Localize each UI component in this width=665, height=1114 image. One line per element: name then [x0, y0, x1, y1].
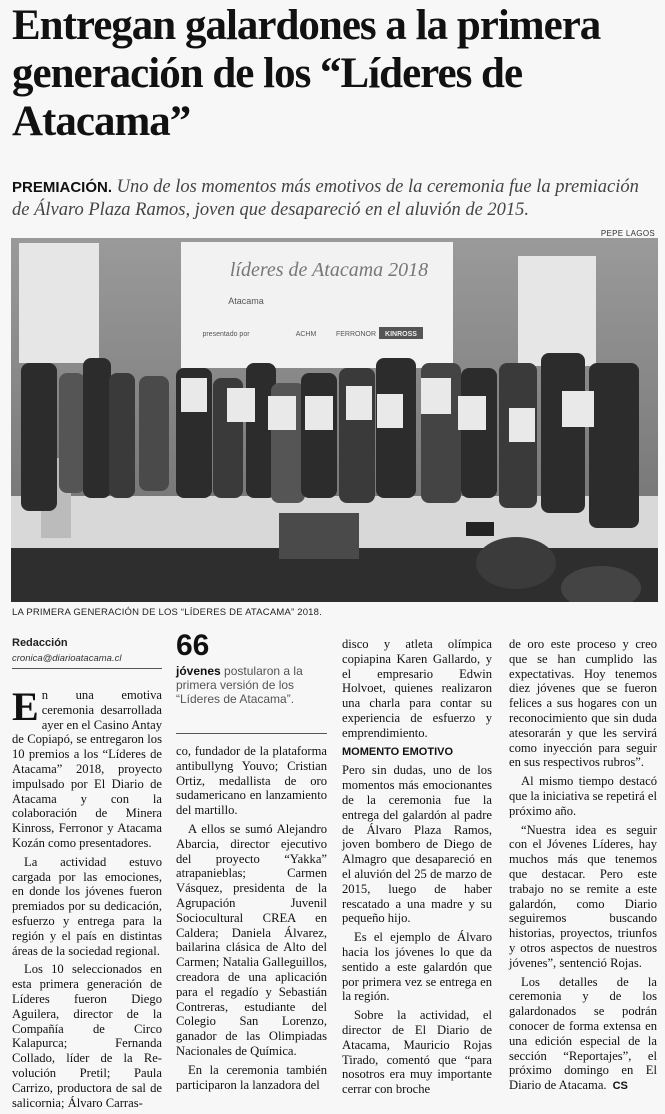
banner-left-logo: Atacama — [228, 296, 264, 306]
article-column-3 — [342, 637, 492, 1101]
paragraph: Sobre la actividad, el director de El Diario de Atacama, Mauricio Rojas Tirado, comentó que “para nosotros era muy importante cerrar con broche — [342, 1008, 492, 1097]
banner-presented: presentado por — [202, 331, 250, 338]
stat-bold: jóvenes — [176, 664, 221, 678]
paragraph: Al mismo tiempo destacó que la iniciativa se repetirá el próximo año. — [509, 774, 657, 818]
paragraph: disco y atleta olímpica copiapina Karen Gallardo, y el empresario Edwin Holvoet, quienes realizaron una charla para contar su experiencia de esfuerzo y emprendimiento. — [342, 637, 492, 740]
lede-text: Uno de los momentos más emotivos de la ceremonia fue la premiación de Álvaro Plaza Ramos, joven que desapareció en el aluvión de 2015. — [12, 177, 639, 220]
paragraph: “Nuestra idea es seguir con el Jóvenes Líderes, hay muchos más que tenemos que destacar. Pero este trabajo no se remite a este galardón, como Diario seguiremos buscando historias, proyectos, triunfos y otros aspectos de nuestros jóvenes”, sentenció Rojas. — [509, 822, 657, 970]
subhead: MOMENTO EMOTIVO — [342, 745, 454, 758]
sponsor-logo: KINROSS — [385, 331, 417, 338]
stat-text — [176, 664, 327, 706]
sponsor-logo: ACHM — [295, 331, 317, 338]
paragraph: Pero sin dudas, uno de los momentos más emocionantes de la ceremonia fue la entrega del galardón al padre de Álvaro Plaza Ramos, joven bombero de Diego de Almagro que desapareció en el aluvión del 25 de marzo de 2015, luego de haber rescatado a una madre y su pequeño hijo. — [342, 763, 492, 926]
drop-cap: E — [12, 684, 39, 729]
byline: Redacción — [12, 637, 68, 649]
paragraph: co, fundador de la plataforma antibullyng Youvo; Cristian Ortiz, medallista de oro sudamericano en lanzamiento del martillo. — [176, 744, 327, 818]
author-email[interactable]: cronica@diarioatacama.cl — [12, 653, 122, 664]
divider — [12, 668, 162, 669]
paragraph: La actividad estuvo cargada por las emociones, en donde los jóvenes fueron premiados por su dedicación, esfuerzo y entrega para la región y el país en distintas áreas de la sociedad regional. — [12, 854, 162, 958]
paragraph: Los detalles de la ceremonia y de los galardonados se podrán conocer de forma extensa en una edición especial de la sección “Reportajes”, el próximo domingo en El Diario de Atacama. CS — [509, 974, 657, 1093]
paragraph: En la ceremonia también participaron la lanzadora del — [176, 1062, 327, 1092]
paragraph: A ellos se sumó Alejandro Abarcia, director ejecutivo del proyecto “Yakka” atrapanieblas; Carmen Vásquez, presidenta de la Agrupación Juvenil Sociocultural CREA en Caldera; Daniela Álvarez, bailarina clásica de Alto del Carmen; Natalia Galleguillos, creadora de una aplicación para el regadío y Sebastián Contreras, estudiante del Colegio San Lorenzo, ganador de las Olimpiadas Nacionales de Química. — [176, 821, 327, 1058]
headline: Entregan galardones a la primera generación de los “Líderes de Atacama” — [12, 2, 601, 145]
sponsor-logo: FERRONOR — [335, 331, 377, 338]
article-column-1 — [12, 684, 162, 1114]
article-photo — [11, 238, 658, 602]
paragraph: Es el ejemplo de Álvaro hacia los jóvenes lo que da sentido a este galardón que por primera vez se entrega en la región. — [342, 930, 492, 1004]
banner-title: líderes de Atacama 2018 — [229, 259, 429, 281]
photo-caption: LA PRIMERA GENERACIÓN DE LOS “LÍDERES DE ATACAMA” 2018. — [12, 607, 322, 618]
photo-credit: PEPE LAGOS — [600, 229, 655, 238]
paragraph: de oro este proceso y creo que se han cumplido las expectativas. Hoy tenemos diez jóvenes que se fueron felices a sus hogares con un reconocimiento que sin duda atesorarán y que les servirá como inyección para seguir en sus respectivos rubros”. — [509, 637, 657, 770]
paragraph: Los 10 seleccionados en esta primera generación de Líderes fueron Diego Aguilera, director de la Compañía de Circo Kalapurca; Fernanda Collado, líder de la Re-volución Pretil; Paula Carrizo, productora de sal de salicornia; Álvaro Carras- — [12, 962, 162, 1110]
lede — [12, 176, 660, 222]
paragraph: En una emotiva ceremonia desarrollada ayer en el Casino Antay de Copiapó, se entregaron los 10 premios a los “Líderes de Atacama” 2018, proyecto impulsado por El Diario de Atacama y con la colaboración de Minera Kinross, Ferronor y Atacama Kozán como presentadores. — [12, 684, 162, 850]
stat-description: postularon a la primera versión de los “Líderes de Atacama”. — [176, 664, 303, 706]
divider — [176, 733, 327, 734]
stat-number: 66 — [176, 629, 210, 662]
end-mark: CS — [612, 1080, 628, 1093]
stat-box — [176, 630, 327, 706]
lede-kicker: PREMIACIÓN. — [12, 179, 113, 196]
article-column-4 — [509, 637, 657, 1098]
article-column-2 — [176, 744, 327, 1096]
